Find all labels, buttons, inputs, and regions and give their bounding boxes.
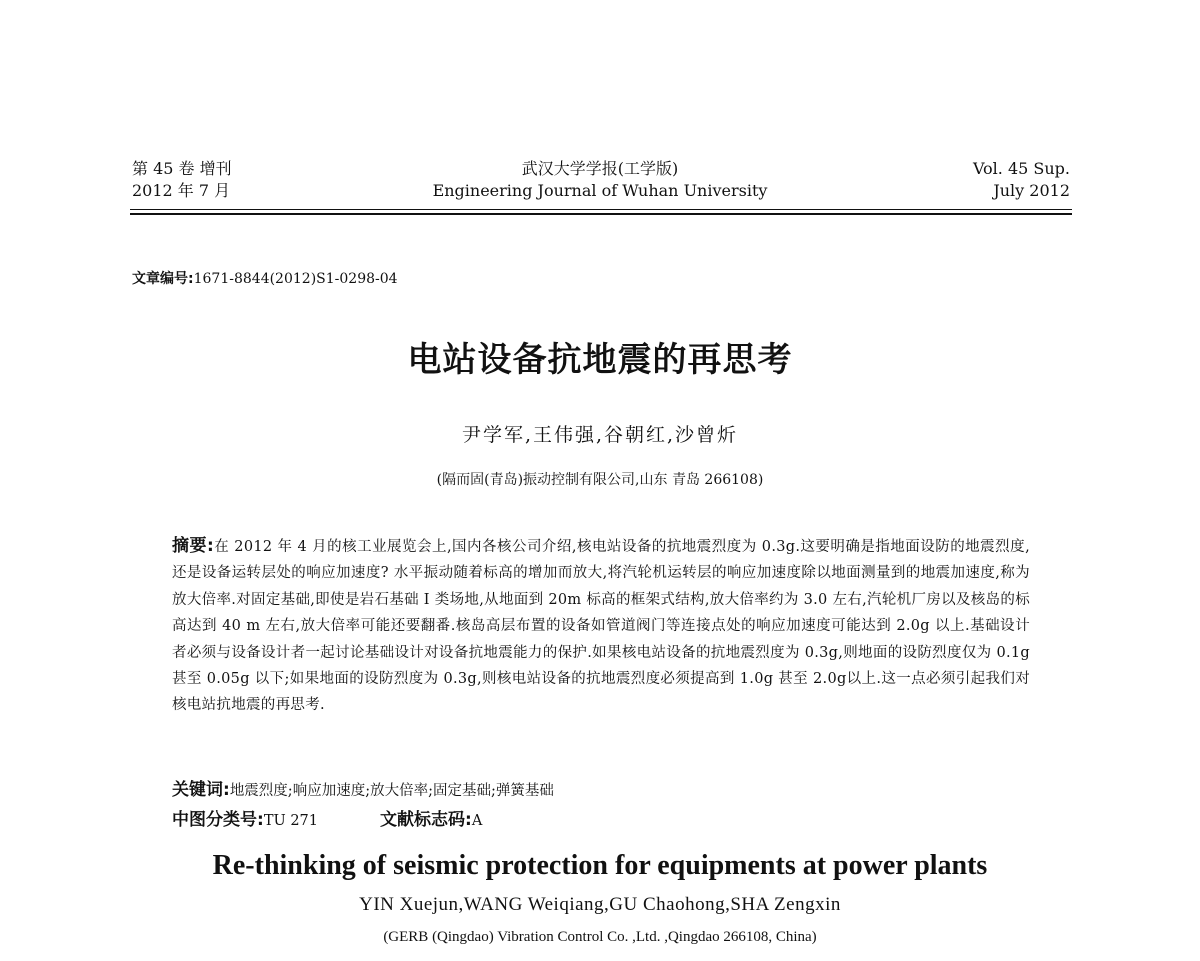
- keywords-value: 地震烈度;响应加速度;放大倍率;固定基础;弹簧基础: [229, 783, 554, 799]
- affiliation-en: (GERB (Qingdao) Vibration Control Co. ,Ltd. ,Qingdao 266108, China): [383, 929, 817, 945]
- authors-cn: 尹学军,王伟强,谷朝红,沙曾炘: [461, 424, 739, 446]
- clc-label: 中图分类号:: [172, 810, 264, 830]
- header-divider-thin: [130, 209, 1072, 210]
- paper-title-cn: 电站设备抗地震的再思考: [407, 340, 793, 380]
- doc-code-label: 文献标志码:: [380, 810, 472, 830]
- keywords-cn: [172, 775, 554, 800]
- abstract-cn: [172, 533, 1030, 719]
- abstract-text: 在 2012 年 4 月的核工业展览会上,国内各核公司介绍,核电站设备的抗地震烈度为 0.3g.这要明确是指地面设防的地震烈度,还是设备运转层处的响应加速度? 水平振动随着标高的增加而放大,将汽轮机运转层的响应加速度除以地面测量到的地震加速度,称为放大倍率.对固定基础,即使是岩石基础 I 类场地,从地面到 20m 标高的框架式结构,放大倍率约为 3.0 左右,汽轮机厂房以及核岛的标高达到 40 m 左右,放大倍率可能还要翻番.核岛高层布置的设备如管道阀门等连接点处的响应加速度可能达到 2.0g 以上.基础设计者必须与设备设计者一起讨论基础设计对设备抗地震能力的保护.如果核电站设备的抗地震烈度为 0.3g,则地面的设防烈度仅为 0.1g 甚至 0.05g 以下;如果地面的设防烈度为 0.3g,则核电站设备的抗地震烈度必须提高到 1.0g 甚至 2.0g以上.这一点必须引起我们对核电站抗地震的再思考.: [172, 539, 1030, 714]
- journal-volume-info-en: [973, 158, 1070, 202]
- journal-name-en: Engineering Journal of Wuhan University: [432, 181, 768, 200]
- journal-name-cn: 武汉大学学报(工学版): [521, 159, 679, 178]
- keywords-label: 关键词:: [172, 780, 230, 800]
- header-divider-thick: [130, 213, 1072, 215]
- classification-info: [172, 805, 482, 830]
- clc-value: TU 271: [263, 813, 318, 829]
- paper-title-en: Re-thinking of seismic protection for equipments at power plants: [212, 850, 988, 881]
- publication-date-cn: 2012 年 7 月: [132, 181, 231, 200]
- article-number: [132, 268, 398, 288]
- article-number-label: 文章编号:: [132, 271, 194, 287]
- affiliation-cn: (隔而固(青岛)振动控制有限公司,山东 青岛 266108): [436, 472, 764, 488]
- abstract-label: 摘要:: [172, 536, 215, 556]
- doc-code-value: A: [471, 813, 483, 829]
- volume-issue: 第 45 卷 增刊: [132, 159, 232, 178]
- article-number-value: 1671-8844(2012)S1-0298-04: [193, 271, 398, 287]
- volume-en: Vol. 45 Sup.: [972, 159, 1070, 178]
- publication-date-en: July 2012: [993, 181, 1070, 200]
- authors-en: YIN Xuejun,WANG Weiqiang,GU Chaohong,SHA Zengxin: [359, 894, 841, 915]
